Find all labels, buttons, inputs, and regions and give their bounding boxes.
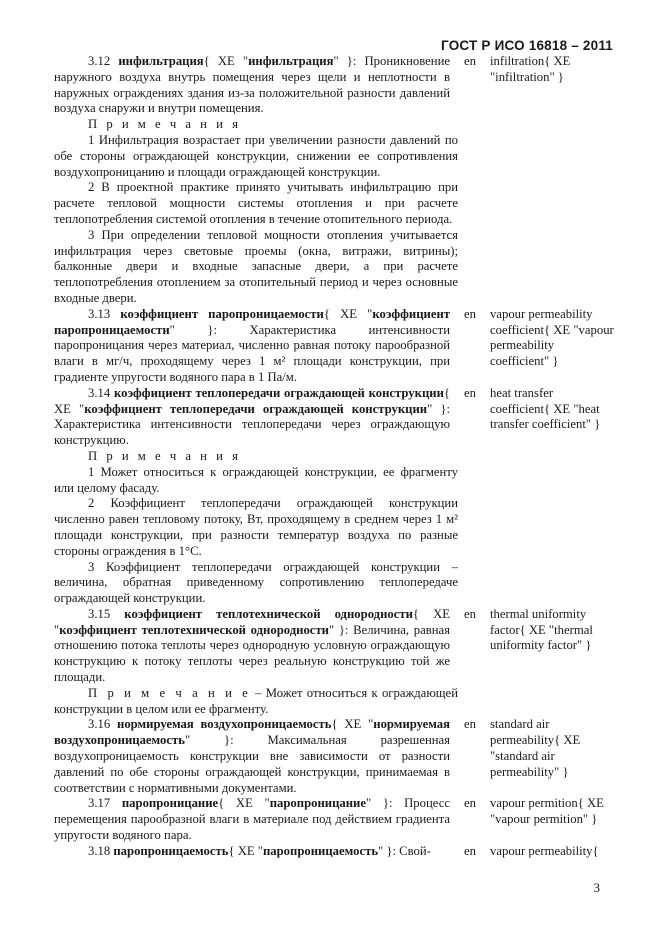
- page-header: ГОСТ Р ИСО 16818 – 2011: [441, 38, 613, 53]
- xe-term: коэффициент теплотехнической однородности: [59, 622, 329, 637]
- language-code: en: [464, 606, 476, 621]
- term-definition: [54, 54, 450, 117]
- term-name: нормируемая воздухопроницаемость: [117, 717, 332, 732]
- term-number: 3.15: [88, 606, 111, 621]
- english-equivalent: vapour permition{ XE "vapour permition" }: [490, 796, 604, 827]
- english-equivalent: standard air permeability{ XE "standard air permeability" }: [490, 717, 581, 779]
- xe-close: " }:: [333, 54, 365, 68]
- term-number: 3.12: [88, 54, 111, 68]
- english-equivalent: vapour permeability coefficient{ XE "vapour permeability coefficient" }: [490, 306, 614, 369]
- term-name: инфильтрация: [118, 54, 204, 68]
- notes-heading: [54, 449, 614, 465]
- xe-open: { XE ": [228, 843, 263, 858]
- note-paragraph: [54, 133, 614, 180]
- xe-term: паропроницаемость: [262, 843, 379, 858]
- note-paragraph: [54, 465, 614, 497]
- term-entry: [54, 717, 614, 796]
- term-entry: [54, 844, 614, 860]
- note-paragraph: [54, 686, 614, 718]
- note-paragraph: [54, 228, 614, 307]
- note-label: П р и м е ч а н и е: [88, 685, 251, 700]
- xe-open: { XE ": [331, 717, 374, 732]
- note-paragraph: [54, 560, 614, 607]
- english-equivalent: heat transfer coefficient{ XE "heat transfer coefficient" }: [490, 385, 601, 432]
- xe-term: коэффициент паропроницаемости: [54, 306, 451, 337]
- xe-open: { XE ": [54, 385, 450, 416]
- note-paragraph: [54, 180, 614, 227]
- paragraph-text: 2 Коэффициент теплопередачи ограждающей конструкции численно равен тепловому потоку, Вт, проходящему в среднем через 1 м² площади конструкции, при разности температур воздуха по разные стороны ограждения в 1°С.: [54, 496, 458, 558]
- notes-heading: [54, 117, 614, 133]
- xe-open: { XE ": [323, 306, 373, 321]
- term-entry: [54, 796, 614, 843]
- term-entry: [54, 54, 614, 117]
- term-number: 3.13: [88, 306, 111, 321]
- language-code: en: [464, 385, 476, 400]
- term-number: 3.16: [88, 717, 111, 732]
- definition-text: Процесс перемещения парообразной влаги в материале под действием градиента упругости водяного пара.: [54, 796, 450, 843]
- paragraph-text: 1 Инфильтрация возрастает при увеличении разности давлений по обе стороны ограждающей конструкции, снижении ее сопротивления воздухопроницанию и площади ограждающей конструкции.: [54, 132, 458, 179]
- term-number: 3.17: [88, 796, 111, 811]
- term-name: паропроницаемость: [113, 843, 229, 858]
- xe-open: { XE ": [203, 54, 249, 68]
- document-body: [54, 54, 614, 860]
- definition-text: Величина, равная отношению потока теплоты через однородную условную ограждающую конструкцию к потоку теплоты через реальную конструкцию той же площади.: [54, 622, 450, 685]
- definition-text: Характеристика интенсивности теплопередачи через ограждающую конструкцию.: [54, 417, 450, 448]
- paragraph-text: 3 Коэффициент теплопередачи ограждающей конструкции – величина, обратная приведенному сопротивлению теплопередаче ограждающей конструкции.: [54, 559, 458, 606]
- term-definition: [54, 796, 450, 843]
- term-entry: [54, 607, 614, 686]
- term-number: 3.18: [88, 843, 111, 858]
- language-code: en: [464, 306, 476, 321]
- term-number: 3.14: [88, 385, 111, 400]
- xe-open: { XE ": [218, 796, 270, 811]
- xe-close: " }:: [169, 322, 250, 337]
- note-paragraph: [54, 496, 614, 559]
- definition-text: Проникновение наружного воздуха внутрь помещения через щели и неплотности в наружных ограждениях здания из-за положительной разности давлений воздуха снаружи и внутри помещения.: [54, 54, 451, 116]
- note-text: [54, 686, 458, 718]
- term-name: коэффициент паропроницаемости: [120, 306, 324, 321]
- term-definition: [54, 386, 450, 449]
- xe-term: паропроницание: [269, 796, 366, 811]
- paragraph-text: 2 В проектной практике принято учитывать инфильтрацию при расчете тепловой мощности системы отопления и при расчете теплопотребления системой отопления в течение отопительного периода.: [54, 180, 458, 226]
- language-code: en: [464, 796, 476, 811]
- xe-close: " }:: [184, 733, 268, 748]
- xe-open: { XE ": [54, 606, 451, 637]
- term-name: паропроницание: [121, 796, 219, 811]
- notes-heading-text: П р и м е ч а н и я: [88, 448, 241, 463]
- term-definition: [54, 844, 450, 860]
- xe-term: коэффициент теплопередачи ограждающей конструкции: [84, 401, 428, 416]
- note-body: – Может относиться к ограждающей конструкции в целом или ее фрагменту.: [54, 685, 458, 716]
- definition-text: Максимальная разрешенная воздухопроницаемость конструкции вне зависимости от разности давлений по обе стороны ограждающей конструкции, принимаемая в соответствии с нормативными документами.: [54, 733, 450, 795]
- xe-close: " }:: [378, 843, 400, 858]
- page-number: 3: [593, 880, 600, 895]
- language-code: en: [464, 717, 476, 732]
- paragraph-text: 3 При определении тепловой мощности отопления учитывается инфильтрация через световые проемы (окна, витражи, витрины); балконные двери и входные запасные двери, а при расчете теплопотребления отоплением за отопительный период и через основные входные двери.: [54, 227, 458, 305]
- definition-text: Свой-: [399, 843, 431, 858]
- xe-close: " }:: [328, 622, 354, 637]
- term-name: коэффициент теплопередачи ограждающей конструкции: [113, 385, 444, 400]
- term-definition: [54, 307, 450, 386]
- english-equivalent: infiltration{ XE "infiltration" }: [490, 54, 571, 84]
- xe-term: инфильтрация: [248, 54, 334, 68]
- xe-close: " }:: [427, 401, 450, 416]
- xe-term: нормируемая воздухопроницаемость: [54, 717, 450, 748]
- term-entry: [54, 386, 614, 449]
- term-definition: [54, 717, 450, 796]
- term-entry: [54, 307, 614, 386]
- term-name: коэффициент теплотехнической однородности: [124, 606, 413, 621]
- english-equivalent: thermal uniformity factor{ XE "thermal uniformity factor" }: [490, 606, 593, 653]
- xe-close: " }:: [366, 796, 405, 811]
- language-code: en: [464, 843, 476, 858]
- term-definition: [54, 607, 450, 686]
- english-equivalent: vapour permeability{: [490, 843, 599, 858]
- definition-text: Характеристика интенсивности паропроницания через материал, численно равная потоку парообразной влаги в мг/ч, проходящему через 1 м² площади конструкции, при градиенте упругости водяного пара в 1 Па/м.: [54, 322, 450, 384]
- language-code: en: [464, 54, 476, 68]
- notes-heading-text: П р и м е ч а н и я: [88, 117, 241, 132]
- paragraph-text: 1 Может относиться к ограждающей конструкции, ее фрагменту или целому фасаду.: [54, 464, 458, 495]
